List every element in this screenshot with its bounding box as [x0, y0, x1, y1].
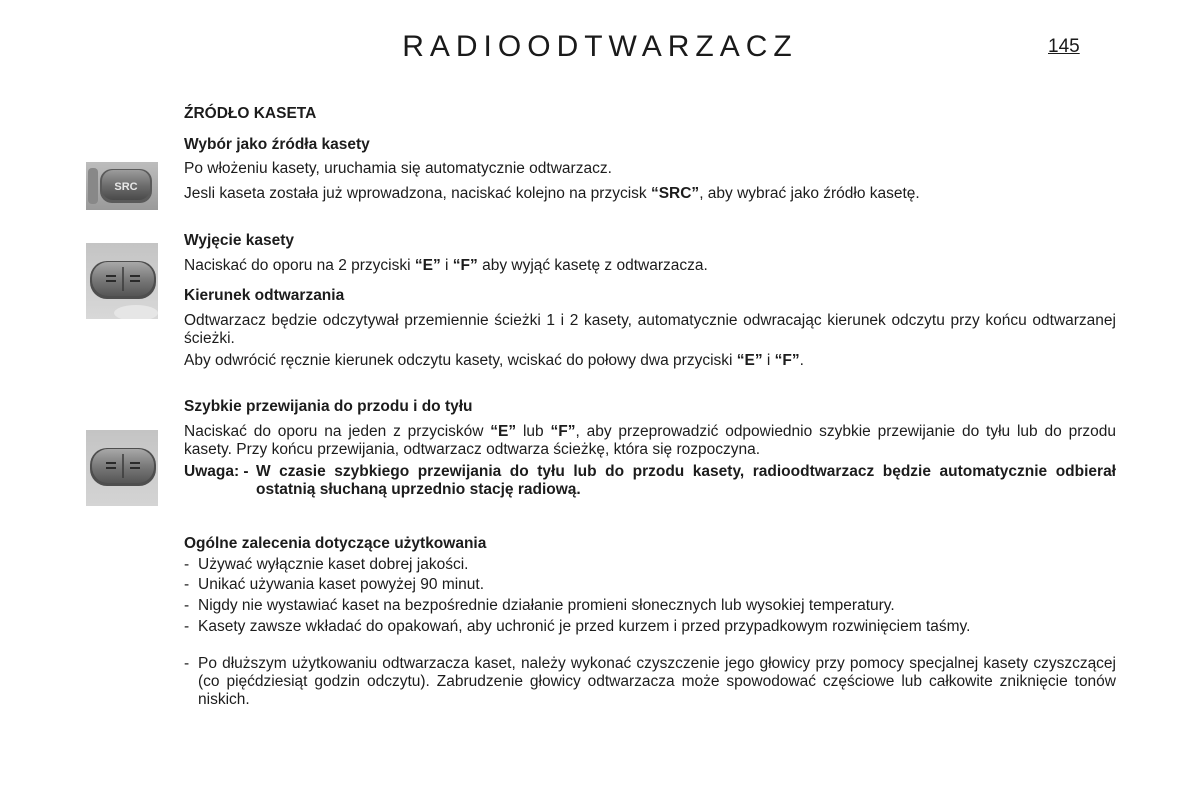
page-number: 145 — [1048, 36, 1080, 57]
note-label: Uwaga: - — [184, 463, 249, 480]
eject-paragraph: Naciskać do oporu na 2 przyciski “E” i “F” aby wyjąć kasetę z odtwarzacza. — [184, 257, 708, 274]
src-button-label: SRC — [114, 181, 138, 193]
list-item: - Nigdy nie wystawiać kaset na bezpośrednie działanie promieni słonecznych lub wysokiej temperatury. — [184, 597, 895, 614]
list-item: - Kasety zawsze wkładać do opakowań, aby uchronić je przed kurzem i przed przypadkowym rozwinięciem taśmy. — [184, 618, 971, 635]
ef-buttons-icon — [86, 243, 158, 319]
list-item: - Unikać używania kaset powyżej 90 minut. — [184, 576, 485, 593]
ef-buttons-icon-2 — [86, 430, 158, 506]
select-paragraph-2: Jesli kaseta została już wprowadzona, naciskać kolejno na przycisk “SRC”, aby wybrać jako źródło kasetę. — [184, 185, 920, 202]
select-paragraph-1: Po włożeniu kasety, uruchamia się automatycznie odtwarzacz. — [184, 160, 612, 177]
direction-paragraph-1: Odtwarzacz będzie odczytywał przemiennie ścieżki 1 i 2 kasety, automatycznie odwracając kierunek odczytu przy końcu odtwarzanej ścieżki. — [184, 312, 1116, 347]
section-title: ŹRÓDŁO KASETA — [184, 105, 317, 122]
rewind-paragraph: Naciskać do oporu na jeden z przycisków “E” lub “F”, aby przeprowadzić odpowiednio szybkie przewijanie do tyłu lub do przodu kasety. Przy końcu przewijania, odtwarzacz odtwarza ścieżkę, która się rozpoczyna. — [184, 423, 1116, 458]
src-button-icon — [86, 162, 158, 210]
direction-paragraph-2: Aby odwrócić ręcznie kierunek odczytu kasety, wciskać do połowy dwa przyciski “E” i “F”. — [184, 352, 804, 369]
page-title: RADIOODTWARZACZ — [402, 30, 798, 63]
select-heading: Wybór jako źródła kasety — [184, 136, 370, 153]
list-item: - Używać wyłącznie kaset dobrej jakości. — [184, 556, 469, 573]
general-heading: Ogólne zalecenia dotyczące użytkowania — [184, 535, 487, 552]
eject-heading: Wyjęcie kasety — [184, 232, 295, 249]
direction-heading: Kierunek odtwarzania — [184, 287, 345, 304]
note-text: W czasie szybkiego przewijania do tyłu lub do przodu kasety, radioodtwarzacz będzie automatycznie odbierał ostatnią słuchaną uprzednio stację radiową. — [256, 463, 1116, 498]
rewind-note — [184, 463, 1116, 499]
rewind-heading: Szybkie przewijania do przodu i do tyłu — [184, 398, 473, 415]
list-item: - Po dłuższym użytkowaniu odtwarzacza kaset, należy wykonać czyszczenie jego głowicy przy pomocy specjalnej kasety czyszczącej (co pięćdziesiąt godzin odczytu). Zabrudzenie głowicy odtwarzacza może spowodować częściowe lub całkowite zniknięcie tonów niskich. — [184, 655, 1116, 708]
